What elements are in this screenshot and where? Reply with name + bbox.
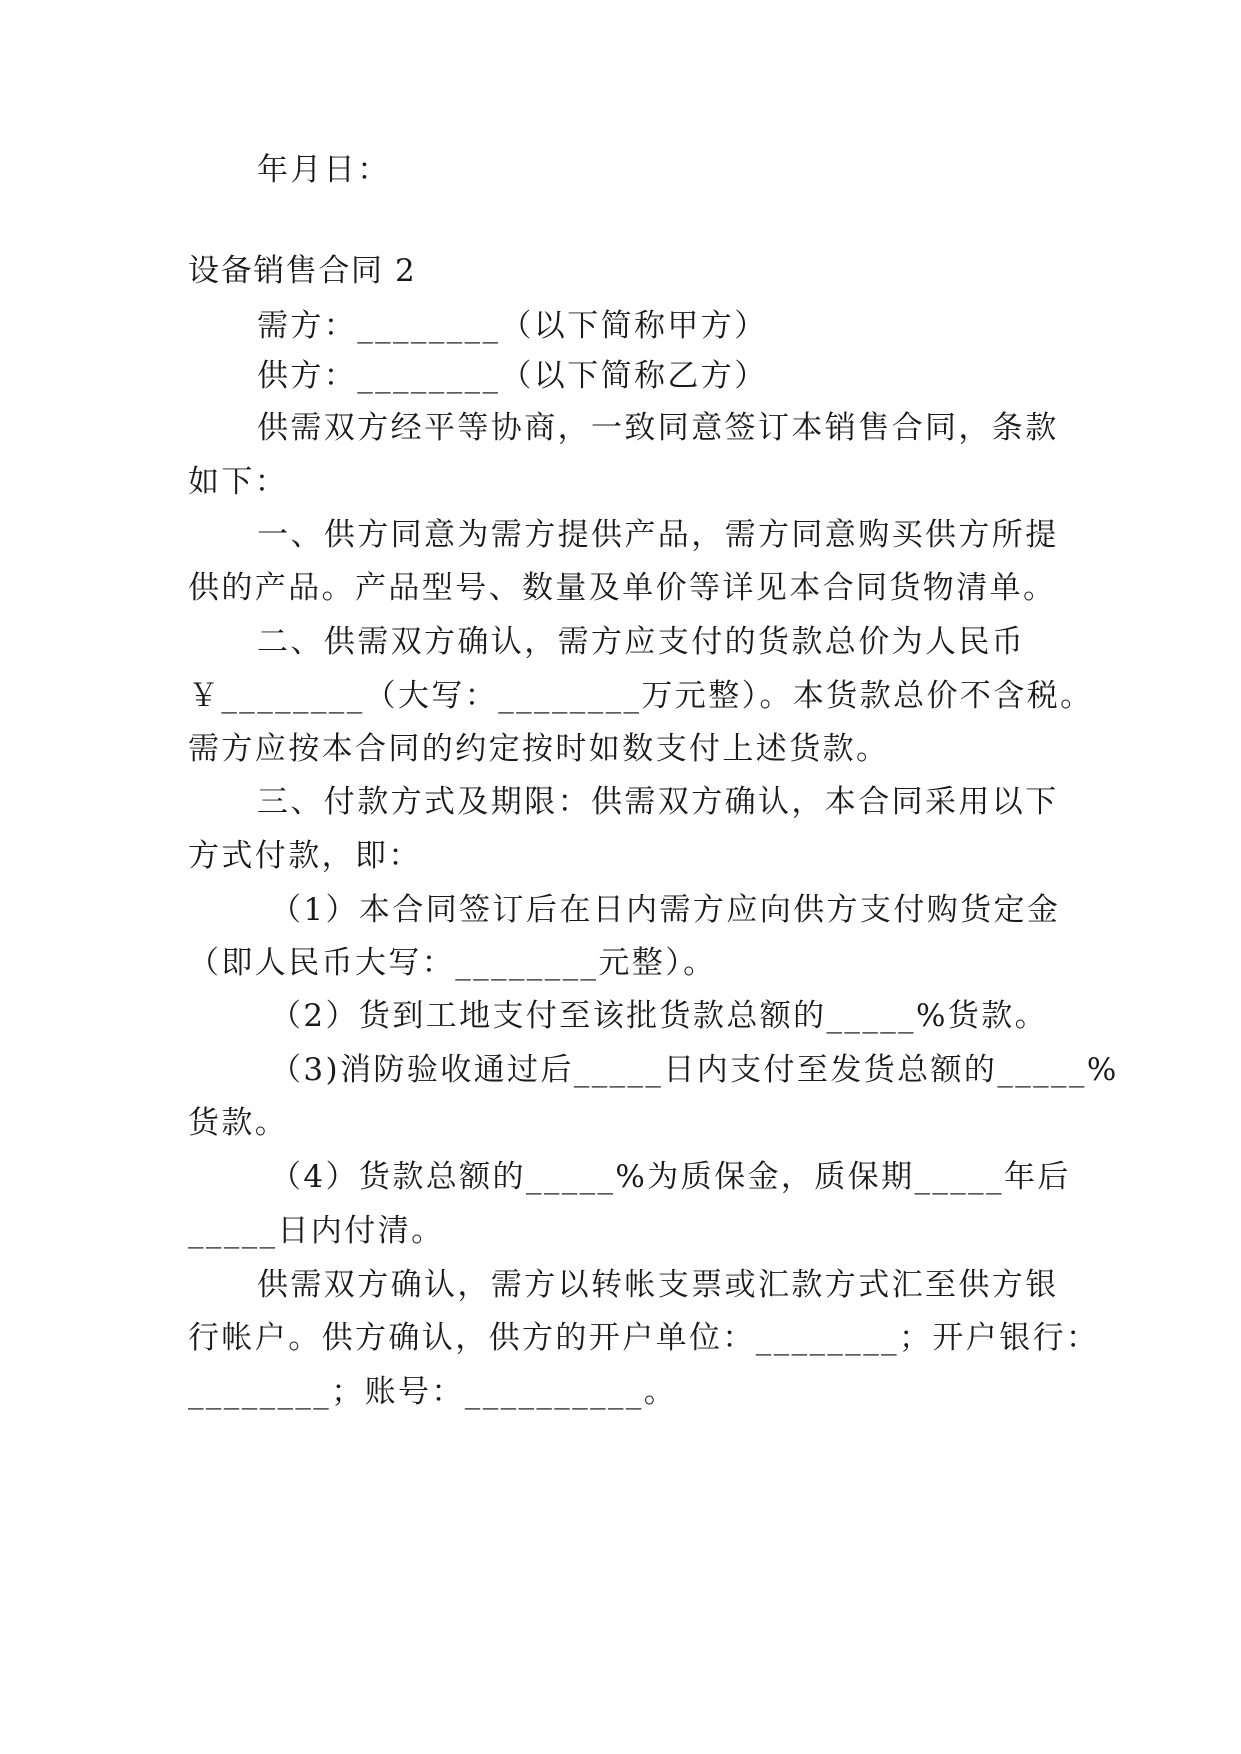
clause-2-line: ￥________（大写：________万元整）。本货款总价不含税。 [188, 678, 1094, 714]
date-line: 年月日： [257, 152, 391, 188]
bank-info-line: 行帐户。供方确认，供方的开户单位：________；开户银行： [188, 1320, 1100, 1356]
clause-3-line: 方式付款，即： [188, 838, 422, 874]
supplier-line: 供方：________（以下简称乙方） [257, 358, 768, 394]
payment-item-4: _____日内付清。 [188, 1213, 445, 1249]
clause-2-line: 需方应按本合同的约定按时如数支付上述货款。 [188, 731, 890, 767]
paragraph-line: 供需双方经平等协商，一致同意签订本销售合同，条款 [257, 410, 1059, 446]
clause-1-line: 供的产品。产品型号、数量及单价等详见本合同货物清单。 [188, 570, 1057, 606]
clause-1-line: 一、供方同意为需方提供产品，需方同意购买供方所提 [257, 517, 1059, 553]
payment-item-2: （2）货到工地支付至该批货款总额的_____%货款。 [270, 998, 1049, 1034]
payment-item-3: （3)消防验收通过后_____日内支付至发货总额的_____% [270, 1052, 1119, 1088]
document-title: 设备销售合同 2 [188, 253, 417, 289]
payment-item-1: （即人民币大写：________元整）。 [188, 945, 717, 981]
payment-item-1: （1）本合同签订后在日内需方应向供方支付购货定金 [270, 892, 1061, 928]
payment-item-4: （4）货款总额的_____%为质保金，质保期_____年后 [270, 1159, 1071, 1195]
clause-2-line: 二、供需双方确认，需方应支付的货款总价为人民币 [257, 624, 1026, 660]
paragraph-line: 如下： [188, 464, 289, 500]
buyer-line: 需方：________（以下简称甲方） [257, 308, 768, 344]
payment-item-3: 货款。 [188, 1105, 289, 1141]
clause-3-line: 三、付款方式及期限：供需双方确认，本合同采用以下 [257, 784, 1059, 820]
bank-info-line: 供需双方确认，需方以转帐支票或汇款方式汇至供方银 [257, 1267, 1059, 1303]
bank-info-line: ________；账号：__________。 [188, 1374, 678, 1410]
